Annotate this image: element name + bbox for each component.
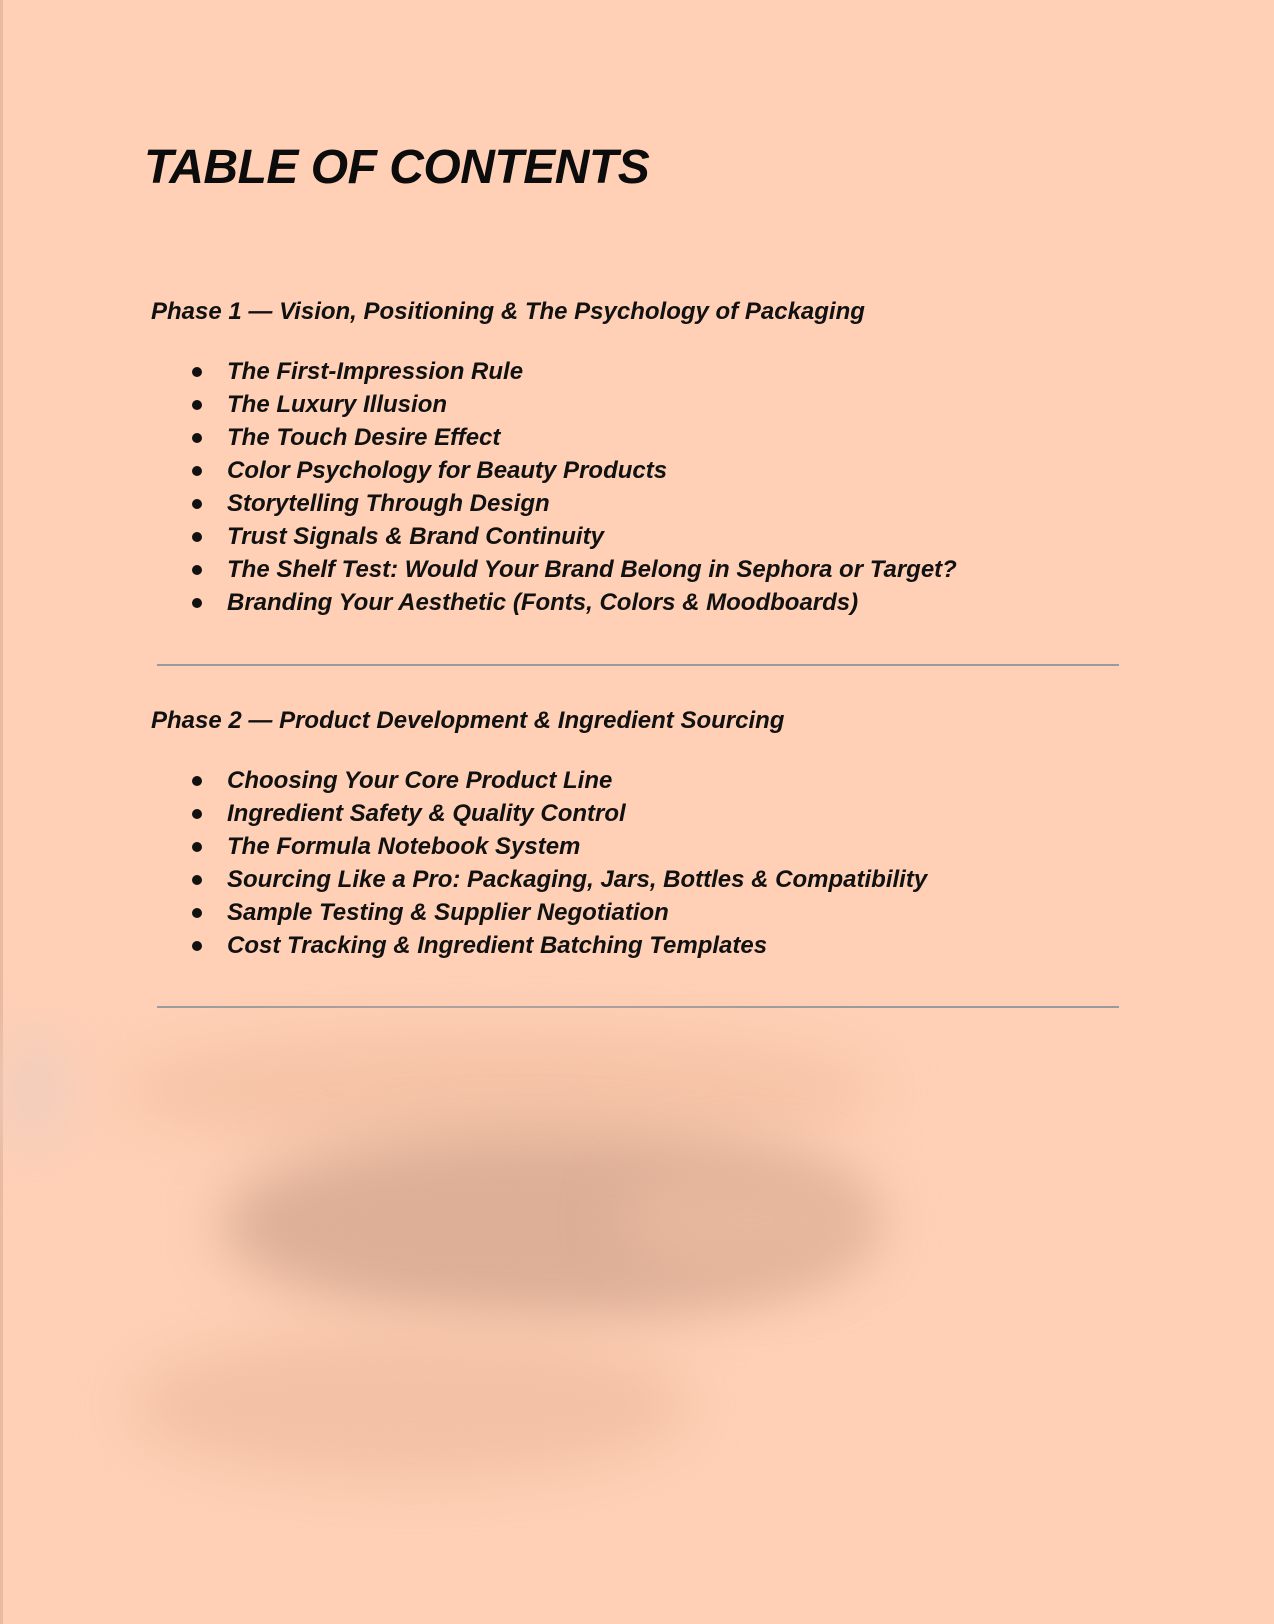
bullet-icon bbox=[192, 433, 202, 443]
list-item-label: Trust Signals & Brand Continuity bbox=[227, 523, 604, 550]
page-title: TABLE OF CONTENTS bbox=[144, 141, 650, 194]
blur-blob bbox=[130, 1330, 690, 1480]
list-item bbox=[227, 764, 927, 797]
list-item bbox=[227, 388, 957, 421]
list-item bbox=[227, 421, 957, 454]
list-item bbox=[227, 355, 957, 388]
bullet-icon bbox=[192, 842, 202, 852]
blur-blob bbox=[0, 1030, 70, 1150]
phase-2-heading: Phase 2 — Product Development & Ingredient Sourcing bbox=[151, 707, 785, 734]
list-item-label: Cost Tracking & Ingredient Batching Templates bbox=[227, 932, 768, 959]
bullet-icon bbox=[192, 565, 202, 575]
list-item-label: Branding Your Aesthetic (Fonts, Colors & Moodboards) bbox=[227, 589, 859, 616]
list-item bbox=[227, 797, 927, 830]
bullet-icon bbox=[192, 367, 202, 377]
bullet-icon bbox=[192, 776, 202, 786]
section-divider bbox=[157, 664, 1119, 666]
blur-blob bbox=[620, 1160, 880, 1280]
blurred-content-region bbox=[0, 1010, 1274, 1530]
list-item-label: Choosing Your Core Product Line bbox=[227, 767, 613, 794]
list-item-label: Sample Testing & Supplier Negotiation bbox=[227, 899, 669, 926]
list-item-label: Ingredient Safety & Quality Control bbox=[227, 800, 626, 827]
list-item bbox=[227, 830, 927, 863]
phase-1-heading: Phase 1 — Vision, Positioning & The Psychology of Packaging bbox=[151, 298, 865, 325]
bullet-icon bbox=[192, 466, 202, 476]
phase-2-topic-list bbox=[227, 764, 927, 962]
list-item bbox=[227, 929, 927, 962]
bullet-icon bbox=[192, 400, 202, 410]
list-item-label: The Luxury Illusion bbox=[227, 391, 448, 418]
list-item bbox=[227, 586, 957, 619]
bullet-icon bbox=[192, 875, 202, 885]
bullet-icon bbox=[192, 809, 202, 819]
list-item bbox=[227, 863, 927, 896]
list-item bbox=[227, 454, 957, 487]
bullet-icon bbox=[192, 598, 202, 608]
list-item-label: Sourcing Like a Pro: Packaging, Jars, Bottles & Compatibility bbox=[227, 866, 928, 893]
list-item-label: The Shelf Test: Would Your Brand Belong in Sephora or Target? bbox=[227, 556, 957, 583]
section-divider bbox=[157, 1006, 1119, 1008]
list-item-label: The First-Impression Rule bbox=[227, 358, 524, 385]
list-item-label: The Touch Desire Effect bbox=[227, 424, 501, 451]
list-item bbox=[227, 520, 957, 553]
phase-1-topic-list bbox=[227, 355, 957, 619]
list-item-label: The Formula Notebook System bbox=[227, 833, 581, 860]
list-item-label: Color Psychology for Beauty Products bbox=[227, 457, 668, 484]
list-item bbox=[227, 553, 957, 586]
list-item bbox=[227, 487, 957, 520]
bullet-icon bbox=[192, 499, 202, 509]
bullet-icon bbox=[192, 908, 202, 918]
list-item-label: Storytelling Through Design bbox=[227, 490, 550, 517]
bullet-icon bbox=[192, 941, 202, 951]
list-item bbox=[227, 896, 927, 929]
bullet-icon bbox=[192, 532, 202, 542]
